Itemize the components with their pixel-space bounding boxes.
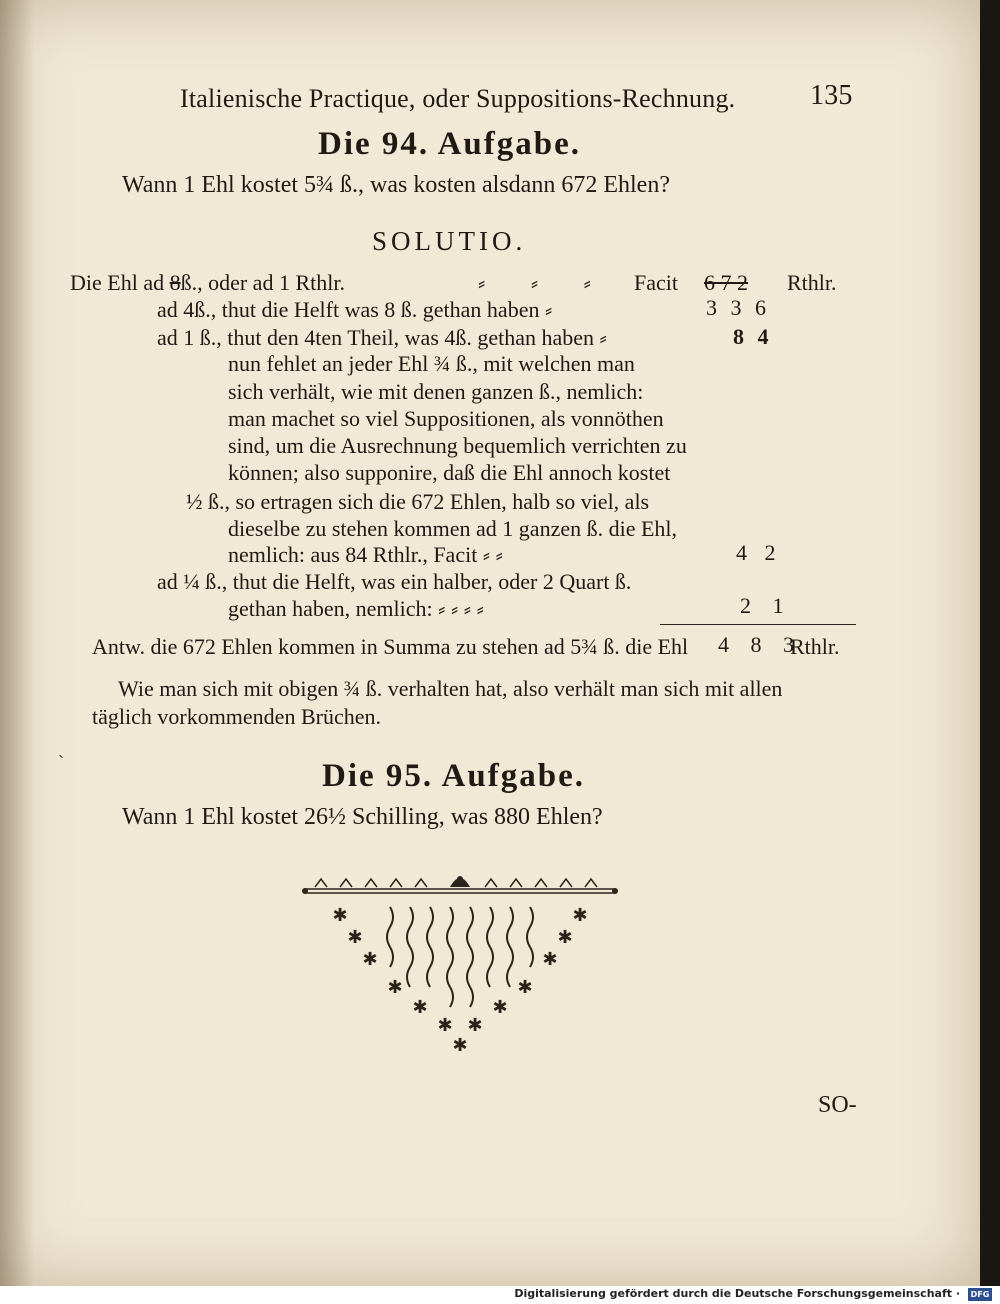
- svg-text:✱: ✱: [452, 1035, 468, 1056]
- svg-text:✱: ✱: [412, 997, 428, 1018]
- running-title: Italienische Practique, oder Suppositions-Rechnung.: [180, 84, 736, 113]
- solution-line-2: ad 4ß., thut die Helft was 8 ß. gethan haben ⸗: [157, 297, 553, 322]
- solution-line-7: sind, um die Ausrechnung bequemlich verrichten zu: [228, 433, 687, 458]
- page-gutter-shadow: [0, 0, 34, 1286]
- solution-line-5: sich verhält, wie mit denen ganzen ß., nemlich:: [228, 379, 644, 404]
- solution-line-6: man machet so viel Suppositionen, als vonnöthen: [228, 406, 664, 431]
- task-94-question: Wann 1 Ehl kostet 5¾ ß., was kosten alsdann 672 Ehlen?: [122, 172, 670, 198]
- svg-text:✱: ✱: [572, 905, 588, 926]
- solution-line-1-label: Die Ehl ad: [70, 270, 165, 295]
- solution-line-13: gethan haben, nemlich: ⸗ ⸗ ⸗ ⸗: [228, 596, 484, 621]
- solution-line-4: nun fehlet an jeder Ehl ¾ ß., mit welchen man: [228, 351, 635, 376]
- svg-text:✱: ✱: [557, 927, 573, 948]
- solution-line-1: [70, 270, 345, 296]
- dfg-logo: DFG: [968, 1288, 992, 1301]
- task-94-title: Die 94. Aufgabe.: [318, 126, 581, 162]
- solution-line-3: ad 1 ß., thut den 4ten Theil, was 4ß. gethan haben ⸗: [157, 325, 607, 350]
- task-95-question: Wann 1 Ehl kostet 26½ Schilling, was 880 Ehlen?: [122, 804, 603, 830]
- sum-rule: [660, 624, 856, 625]
- task-95-title: Die 95. Aufgabe.: [322, 758, 585, 794]
- ornament-tailpiece: [300, 873, 620, 1073]
- svg-text:✱: ✱: [347, 927, 363, 948]
- svg-text:✱: ✱: [437, 1015, 453, 1036]
- solution-line-1-text: ß., oder ad 1 Rthlr.: [180, 270, 345, 295]
- solution-line-8: können; also supponire, daß die Ehl annoch kostet: [228, 460, 671, 485]
- svg-text:✱: ✱: [467, 1015, 483, 1036]
- struck-value: 8: [169, 270, 181, 295]
- remark-line-2: täglich vorkommenden Brüchen.: [92, 704, 381, 729]
- unit-rthlr: Rthlr.: [787, 270, 837, 295]
- remark-line-1: Wie man sich mit obigen ¾ ß. verhalten hat, also verhält man sich mit allen: [118, 676, 783, 701]
- answer-unit: Rthlr.: [790, 634, 840, 659]
- solution-line-9: ½ ß., so ertragen sich die 672 Ehlen, halb so viel, als: [186, 489, 650, 514]
- svg-text:✱: ✱: [517, 977, 533, 998]
- figure-21: 2 1: [740, 593, 792, 618]
- answer-figure: 4 8 3: [718, 632, 802, 657]
- svg-text:✱: ✱: [362, 949, 378, 970]
- page-number: 135: [810, 80, 853, 111]
- answer-line: Antw. die 672 Ehlen kommen in Summa zu stehen ad 5¾ ß. die Ehl: [92, 634, 689, 659]
- solution-line-11: nemlich: aus 84 Rthlr., Facit ⸗ ⸗: [228, 542, 503, 567]
- solution-line-10: dieselbe zu stehen kommen ad 1 ganzen ß. die Ehl,: [228, 516, 678, 541]
- svg-text:✱: ✱: [492, 997, 508, 1018]
- svg-text:✱: ✱: [542, 949, 558, 970]
- svg-text:✱: ✱: [332, 905, 348, 926]
- solution-line-12: ad ¼ ß., thut die Helft, was ein halber, oder 2 Quart ß.: [157, 569, 632, 594]
- figure-84: 8 4: [733, 324, 773, 349]
- figure-42: 4 2: [736, 540, 782, 565]
- figure-336: 3 3 6: [706, 295, 770, 320]
- catchword: SO-: [818, 1092, 857, 1118]
- footer-credit: Digitalisierung gefördert durch die Deutsche Forschungsgemeinschaft ·: [514, 1287, 960, 1300]
- figure-672: 6 7 2: [704, 270, 748, 295]
- facit-label: Facit: [634, 270, 678, 295]
- dot-leader: ⸗ ⸗ ⸗: [478, 270, 611, 295]
- solution-heading: SOLUTIO.: [372, 226, 527, 256]
- ink-mark: ˎ: [58, 738, 64, 758]
- digitization-footer: [0, 1286, 1000, 1304]
- svg-text:✱: ✱: [387, 977, 403, 998]
